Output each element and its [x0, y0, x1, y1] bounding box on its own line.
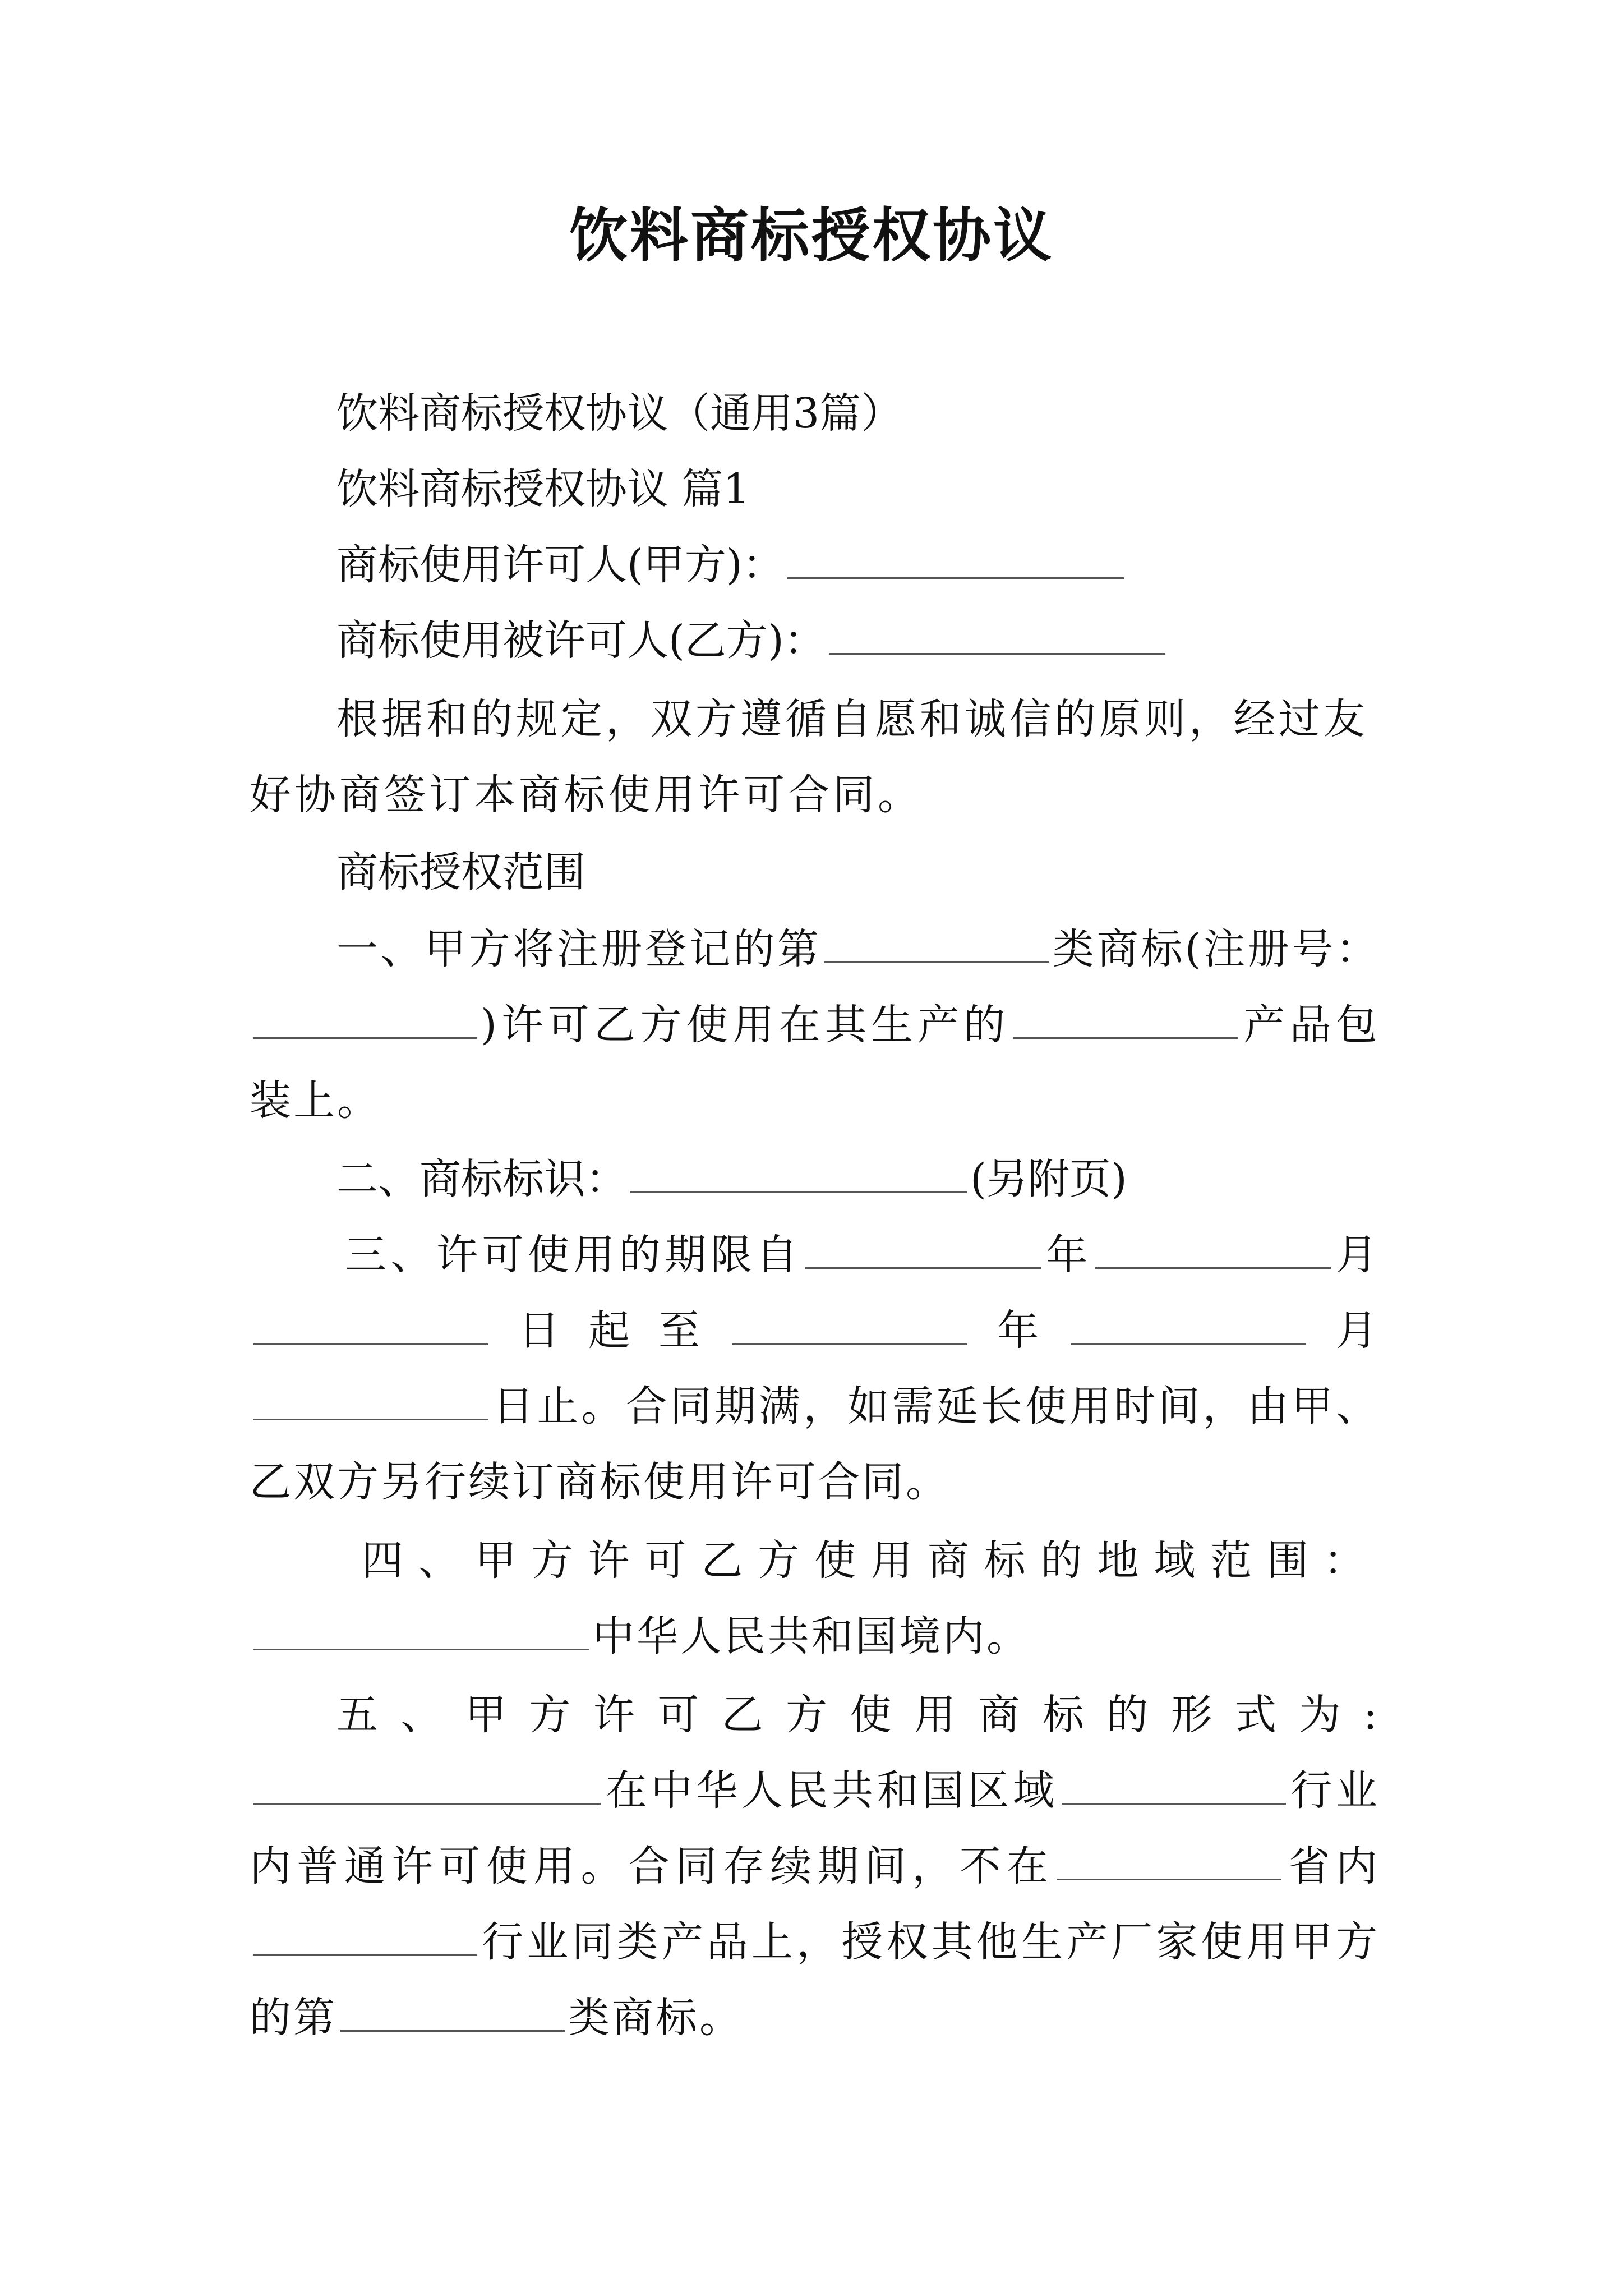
clause-4-text-a: 四、甲方许可乙方使用商标的地域范围：	[362, 1536, 1380, 1585]
clause-1	[250, 912, 1380, 1139]
clause-5-text-e: 行业同类产品上，授权其他生产厂家使用甲方的第	[250, 1918, 1380, 2042]
clause-5-text-b: 在中华人民共和国区域	[604, 1766, 1058, 1815]
start-year-blank	[805, 1228, 1041, 1269]
licensee-label: 商标使用被许可人(乙方)：	[336, 616, 826, 665]
document-title: 饮料商标授权协议	[569, 201, 1054, 270]
clause-3-text-c: 月	[1334, 1231, 1380, 1279]
licensor-line	[250, 527, 1380, 603]
clause-3-text-g: 日止。合同期满，如需延长使用时间，由甲、乙双方另行续订商标使用许可合同。	[250, 1382, 1380, 1506]
clause-5-text-f: 类商标。	[568, 1994, 743, 2042]
clause-3-text-b: 年	[1044, 1231, 1092, 1279]
product-blank	[1013, 998, 1238, 1039]
clause-5-text-a: 五、甲方许可乙方使用商标的形式为:	[336, 1691, 1380, 1739]
clause-2	[250, 1142, 1380, 1217]
licensee-line	[250, 603, 1380, 679]
section-heading: 饮料商标授权协议 篇1	[336, 465, 750, 513]
clause-3-text-e: 年	[971, 1306, 1067, 1355]
clause-3-text-f: 月	[1310, 1306, 1380, 1355]
end-year-blank	[732, 1304, 967, 1345]
clause-4	[250, 1523, 1380, 1674]
license-form-blank	[253, 1764, 601, 1805]
trademark-mark-blank	[630, 1152, 967, 1193]
preamble-paragraph: 根据和的规定，双方遵循自愿和诚信的原则，经过友好协商签订本商标使用许可合同。	[250, 695, 1368, 819]
end-month-blank	[1071, 1304, 1306, 1345]
start-day-blank	[253, 1304, 488, 1345]
industry-blank	[1062, 1764, 1286, 1805]
class-number-blank	[824, 922, 1049, 963]
start-month-blank	[1095, 1228, 1331, 1269]
licensor-label: 商标使用许可人(甲方)：	[336, 541, 784, 589]
clause-3-text-d: 日起至	[492, 1306, 728, 1355]
licensee-blank	[829, 614, 1165, 655]
clause-4-text-b: 中华人民共和国境内。	[593, 1612, 1030, 1660]
clause-1-text-d: 产品包装上。	[250, 1001, 1380, 1125]
clause-3-text-a: 三、许可使用的期限自	[345, 1231, 802, 1279]
licensor-blank	[787, 538, 1124, 579]
registration-number-blank	[253, 998, 477, 1039]
trademark-class-blank	[340, 1991, 565, 2032]
territory-blank	[253, 1609, 589, 1650]
clause-5	[250, 1677, 1380, 2056]
clause-1-text-a: 一、甲方将注册登记的第	[336, 925, 822, 973]
clause-1-text-b: 类商标(注册号：	[1052, 925, 1380, 973]
clause-5-text-c: 行业内普通许可使用。合同存续期间，不在	[250, 1766, 1380, 1890]
end-day-blank	[253, 1379, 488, 1420]
same-industry-blank	[253, 1915, 477, 1956]
clause-3	[250, 1217, 1380, 1520]
clause-2-text-a: 二、商标标识：	[336, 1155, 627, 1203]
province-blank	[1057, 1839, 1281, 1880]
scope-heading: 商标授权范围	[336, 848, 585, 896]
clause-5-text-d: 省内	[1285, 1842, 1380, 1890]
intro-line: 饮料商标授权协议（通用3篇）	[336, 389, 903, 438]
clause-2-text-b: (另附页)	[970, 1155, 1127, 1203]
clause-1-text-c: )许可乙方使用在其生产的	[481, 1001, 1010, 1049]
